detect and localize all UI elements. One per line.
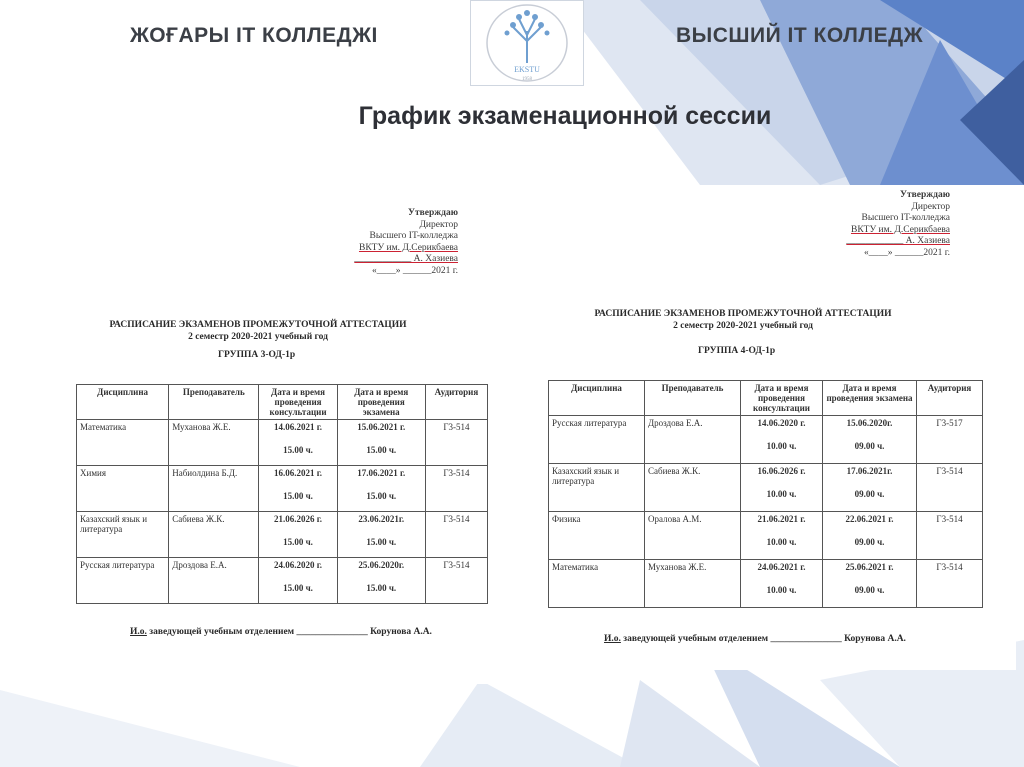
- schedule-title: РАСПИСАНИЕ ЭКЗАМЕНОВ ПРОМЕЖУТОЧНОЙ АТТЕСТАЦИИ: [109, 320, 407, 330]
- approve-line: ____________ А. Хазиева: [846, 236, 950, 246]
- cell-exam: 15.06.2021 г. 15.00 ч.: [337, 420, 425, 466]
- signature-footer: [604, 634, 906, 644]
- footer-prefix: И.о.: [130, 627, 147, 637]
- table-row: [77, 466, 488, 512]
- cell-subject: Математика: [77, 420, 169, 466]
- approve-line: Директор: [911, 201, 950, 212]
- table-row: [77, 420, 488, 466]
- college-logo: [470, 0, 584, 86]
- approve-line: Утверждаю: [408, 208, 458, 218]
- column-header: Преподаватель: [645, 381, 741, 416]
- schedule-document-group-3: [28, 182, 516, 684]
- approve-line: Высшего IT-колледжа: [369, 231, 458, 241]
- cell-room: Г3-514: [425, 512, 487, 558]
- cell-subject: Казахский язык и литература: [77, 512, 169, 558]
- cell-teacher: Дроздова Е.А.: [645, 416, 741, 464]
- cell-exam: 25.06.2021 г. 09.00 ч.: [823, 560, 917, 608]
- approve-line: Высшего IT-колледжа: [861, 213, 950, 223]
- approve-line: ВКТУ им. Д.Серикбаева: [358, 242, 458, 253]
- cell-subject: Русская литература: [77, 558, 169, 604]
- schedule-title: РАСПИСАНИЕ ЭКЗАМЕНОВ ПРОМЕЖУТОЧНОЙ АТТЕСТАЦИИ: [594, 309, 892, 319]
- cell-teacher: Муханова Ж.Е.: [645, 560, 741, 608]
- cell-room: Г3-514: [425, 420, 487, 466]
- column-header: Дисциплина: [77, 385, 169, 420]
- approval-block: [354, 208, 458, 277]
- cell-consultation: 21.06.2026 г. 15.00 ч.: [259, 512, 337, 558]
- header-left-title: ЖОҒАРЫ IT КОЛЛЕДЖІ: [130, 24, 378, 47]
- cell-teacher: Сабиева Ж.К.: [645, 464, 741, 512]
- table-header-row: [549, 381, 983, 416]
- cell-room: Г3-514: [425, 558, 487, 604]
- column-header: Аудитория: [425, 385, 487, 420]
- page-title: График экзаменационной сессии: [358, 102, 772, 130]
- column-header: Дата и время проведения консультации: [741, 381, 823, 416]
- column-header: Аудитория: [917, 381, 983, 416]
- cell-consultation: 21.06.2021 г. 10.00 ч.: [741, 512, 823, 560]
- schedule-heading: [558, 308, 928, 332]
- column-header: Дата и время проведения экзамена: [337, 385, 425, 420]
- cell-room: Г3-514: [917, 560, 983, 608]
- cell-teacher: Набиолдина Б.Д.: [169, 466, 259, 512]
- exam-table: [76, 384, 488, 604]
- footer-text: заведующей учебным отделением _______________ Корунова А.А.: [146, 627, 432, 637]
- cell-consultation: 24.06.2020 г. 15.00 ч.: [259, 558, 337, 604]
- cell-exam: 22.06.2021 г. 09.00 ч.: [823, 512, 917, 560]
- tree-logo-icon: [471, 1, 583, 85]
- cell-room: Г3-514: [425, 466, 487, 512]
- group-label: ГРУППА 4-ОД-1р: [698, 346, 776, 356]
- exam-table: [548, 380, 983, 608]
- approve-line: «____» ______2021 г.: [372, 265, 458, 276]
- cell-exam: 23.06.2021г. 15.00 ч.: [337, 512, 425, 558]
- table-row: [549, 512, 983, 560]
- column-header: Дисциплина: [549, 381, 645, 416]
- cell-teacher: Муханова Ж.Е.: [169, 420, 259, 466]
- signature-footer: [130, 627, 432, 637]
- approve-line: ВКТУ им. Д.Серикбаева: [850, 224, 950, 235]
- cell-room: Г3-514: [917, 512, 983, 560]
- footer-text: заведующей учебным отделением _______________ Корунова А.А.: [620, 634, 906, 644]
- cell-subject: Русская литература: [549, 416, 645, 464]
- group-label: ГРУППА 3-ОД-1р: [218, 350, 296, 360]
- table-row: [549, 464, 983, 512]
- logo-year: 1958: [522, 77, 532, 82]
- cell-exam: 15.06.2020г. 09.00 ч.: [823, 416, 917, 464]
- schedule-semester: 2 семестр 2020-2021 учебный год: [673, 321, 813, 331]
- cell-consultation: 14.06.2020 г. 10.00 ч.: [741, 416, 823, 464]
- cell-subject: Химия: [77, 466, 169, 512]
- approve-line: Утверждаю: [900, 190, 950, 200]
- approve-line: ____________ А. Хазиева: [354, 254, 458, 264]
- cell-subject: Математика: [549, 560, 645, 608]
- table-row: [549, 416, 983, 464]
- approve-line: «____» ______2021 г.: [864, 247, 950, 258]
- schedule-semester: 2 семестр 2020-2021 учебный год: [188, 332, 328, 342]
- cell-exam: 17.06.2021г. 09.00 ч.: [823, 464, 917, 512]
- cell-consultation: 24.06.2021 г. 10.00 ч.: [741, 560, 823, 608]
- table-row: [549, 560, 983, 608]
- header-right-title: ВЫСШИЙ IT КОЛЛЕДЖ: [676, 24, 924, 47]
- schedule-document-group-4: [528, 186, 1016, 670]
- cell-exam: 17.06.2021 г. 15.00 ч.: [337, 466, 425, 512]
- logo-text: EKSTU: [514, 65, 540, 74]
- table-row: [77, 512, 488, 558]
- approve-line: Директор: [419, 219, 458, 230]
- cell-consultation: 16.06.2021 г. 15.00 ч.: [259, 466, 337, 512]
- footer-prefix: И.о.: [604, 634, 621, 644]
- table-row: [77, 558, 488, 604]
- cell-subject: Казахский язык и литература: [549, 464, 645, 512]
- cell-exam: 25.06.2020г. 15.00 ч.: [337, 558, 425, 604]
- cell-room: Г3-514: [917, 464, 983, 512]
- column-header: Дата и время проведения консультации: [259, 385, 337, 420]
- column-header: Дата и время проведения экзамена: [823, 381, 917, 416]
- cell-teacher: Сабиева Ж.К.: [169, 512, 259, 558]
- cell-teacher: Оралова А.М.: [645, 512, 741, 560]
- cell-room: Г3-517: [917, 416, 983, 464]
- column-header: Преподаватель: [169, 385, 259, 420]
- table-header-row: [77, 385, 488, 420]
- approval-block: [846, 190, 950, 259]
- cell-subject: Физика: [549, 512, 645, 560]
- schedule-heading: [68, 319, 448, 343]
- cell-teacher: Дроздова Е.А.: [169, 558, 259, 604]
- cell-consultation: 16.06.2026 г. 10.00 ч.: [741, 464, 823, 512]
- cell-consultation: 14.06.2021 г. 15.00 ч.: [259, 420, 337, 466]
